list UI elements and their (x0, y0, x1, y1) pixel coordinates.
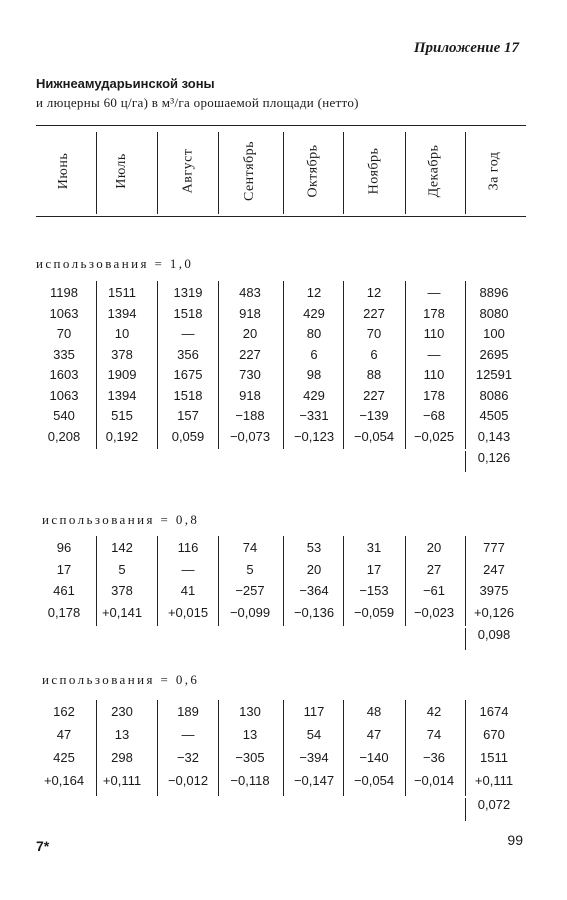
column-header-label: Август (179, 148, 195, 194)
table-cell: −0,059 (353, 604, 395, 620)
table-cell: 48 (366, 704, 382, 719)
table-cell: 1518 (173, 387, 203, 403)
column-header (158, 128, 218, 214)
column-header-label: Сентябрь (242, 140, 258, 202)
table-cell: 27 (426, 561, 442, 577)
table-cell: 8896 (479, 285, 509, 300)
table-cell: 1909 (107, 367, 137, 382)
table-cell: 1394 (107, 387, 137, 403)
table-cell: 20 (242, 326, 258, 341)
table-cell: — (427, 346, 441, 362)
header-column-divider (218, 132, 219, 214)
table-cell: −0,012 (167, 773, 209, 788)
table-cell: 540 (53, 408, 75, 423)
table-cell: 5 (118, 561, 126, 577)
appendix-label: Приложение 17 (413, 40, 519, 56)
column-header (34, 128, 94, 214)
table-cell: 429 (303, 387, 325, 403)
section-label: использования = 1,0 (36, 256, 194, 271)
table-cell: 227 (239, 346, 261, 362)
table-title: Нижнеамударьинской зоны (36, 76, 215, 91)
table-cell: 1319 (173, 285, 203, 300)
table-cell: 429 (303, 305, 325, 321)
table-cell: −0,025 (413, 428, 455, 444)
table-cell: −305 (235, 750, 265, 765)
table-cell: −257 (235, 583, 265, 598)
table-cell-extra-total: 0,072 (477, 797, 511, 812)
table-cell: −68 (422, 408, 446, 423)
column-header-label: Июль (114, 153, 129, 189)
column-header (284, 128, 344, 214)
table-cell: 130 (239, 704, 261, 719)
table-cell: −0,054 (353, 428, 395, 444)
section-label: использования = 0,8 (42, 512, 200, 527)
table-cell: 189 (177, 704, 199, 719)
table-cell: 4505 (479, 408, 509, 423)
table-header-rule-bottom (36, 216, 526, 217)
footer-signature-mark: 7* (36, 838, 50, 854)
table-cell: 88 (366, 367, 382, 382)
table-cell: 70 (56, 326, 72, 341)
table-cell: −0,023 (413, 604, 455, 620)
table-cell: 1511 (480, 750, 508, 765)
table-cell: 70 (366, 326, 382, 341)
table-cell: 178 (423, 387, 445, 403)
table-cell: −0,073 (229, 428, 271, 444)
table-cell: 1674 (479, 704, 509, 719)
table-cell: 1603 (49, 367, 79, 382)
table-cell: 1511 (108, 285, 136, 300)
table-cell: 730 (239, 367, 261, 382)
table-cell: 53 (306, 540, 322, 555)
table-cell: — (181, 561, 195, 577)
table-cell: 178 (423, 305, 445, 321)
column-header-label: За год (486, 151, 501, 191)
column-header-label: Ноябрь (365, 147, 381, 195)
table-cell: −394 (299, 750, 329, 765)
table-cell: 117 (303, 704, 325, 719)
table-cell: −188 (235, 408, 265, 423)
section-label: использования = 0,6 (42, 672, 200, 687)
column-header (344, 128, 404, 214)
table-cell: 2695 (479, 346, 509, 362)
table-cell: 0,178 (47, 604, 81, 620)
table-cell: 378 (111, 583, 133, 598)
table-cell: 157 (177, 408, 199, 423)
table-cell: 8086 (479, 387, 509, 403)
table-cell: −36 (422, 750, 446, 765)
table-cell: −140 (359, 750, 389, 765)
table-cell: −0,123 (293, 428, 335, 444)
table-cell: 1675 (173, 367, 203, 382)
table-cell: 12591 (475, 367, 513, 382)
table-cell: 74 (242, 540, 258, 555)
table-cell: +0,141 (101, 604, 143, 620)
table-cell: — (181, 727, 195, 742)
table-cell: 47 (366, 727, 382, 742)
table-cell: 247 (483, 561, 505, 577)
table-cell: 12 (366, 285, 382, 300)
table-cell: 41 (180, 583, 196, 598)
table-cell: 1518 (173, 305, 203, 321)
table-cell: 1063 (49, 387, 79, 403)
table-cell: −153 (359, 583, 389, 598)
table-cell: 777 (483, 540, 505, 555)
column-header (92, 128, 152, 214)
table-cell: 17 (56, 561, 72, 577)
table-cell: −364 (299, 583, 329, 598)
table-cell: 227 (363, 387, 385, 403)
table-cell: 54 (306, 727, 322, 742)
table-cell: 110 (423, 367, 445, 382)
table-cell: 1198 (50, 285, 78, 300)
column-header-label: Декабрь (426, 144, 441, 198)
table-cell-extra-total: 0,098 (477, 627, 511, 642)
table-cell: 0,143 (477, 428, 511, 444)
table-cell: +0,111 (102, 773, 142, 788)
table-cell: 20 (306, 561, 322, 577)
table-cell: 918 (239, 305, 261, 321)
table-cell: 230 (111, 704, 133, 719)
table-cell: −0,147 (293, 773, 335, 788)
table-cell: 100 (483, 326, 505, 341)
column-header-label: Июнь (55, 152, 71, 190)
table-header-rule-top (36, 125, 526, 126)
table-cell: 356 (177, 346, 199, 362)
table-cell: 378 (111, 346, 133, 362)
table-cell: 110 (423, 326, 445, 341)
table-cell: 298 (111, 750, 133, 765)
table-cell: 0,059 (171, 428, 205, 444)
table-cell: −61 (422, 583, 446, 598)
table-cell: 12 (306, 285, 322, 300)
table-cell: 1394 (107, 305, 137, 321)
table-cell: 8080 (479, 305, 509, 321)
table-cell: 96 (56, 540, 72, 555)
table-cell: — (181, 326, 195, 341)
table-cell: 80 (306, 326, 322, 341)
table-subtitle: и люцерны 60 ц/га) в м³/га орошаемой площади (нетто) (36, 95, 359, 110)
table-cell: 116 (177, 540, 199, 555)
table-cell: 31 (366, 540, 382, 555)
column-header (404, 128, 464, 214)
table-cell: 74 (426, 727, 442, 742)
table-cell: −0,118 (230, 773, 270, 788)
table-cell: 20 (426, 540, 442, 555)
table-cell: 335 (53, 346, 75, 362)
table-cell: −0,014 (413, 773, 455, 788)
table-cell: −0,054 (353, 773, 395, 788)
table-cell: 6 (310, 346, 318, 362)
table-cell: 670 (483, 727, 505, 742)
table-cell: −331 (299, 408, 329, 423)
table-cell: 42 (426, 704, 442, 719)
table-cell: 0,192 (105, 428, 139, 444)
table-cell: 515 (111, 408, 133, 423)
table-cell: 6 (370, 346, 378, 362)
table-cell: 13 (242, 727, 258, 742)
table-cell: −0,099 (229, 604, 271, 620)
column-header-label: Октябрь (305, 144, 321, 198)
table-cell: +0,111 (474, 773, 514, 788)
table-cell: 918 (239, 387, 261, 403)
table-cell: 1063 (49, 305, 79, 321)
table-cell: 142 (111, 540, 133, 555)
table-cell: 227 (363, 305, 385, 321)
table-cell: +0,015 (167, 604, 209, 620)
table-cell: −32 (176, 750, 200, 765)
table-cell: — (427, 285, 441, 300)
table-cell: 425 (53, 750, 75, 765)
table-cell: 483 (239, 285, 261, 300)
table-cell: 0,208 (47, 428, 81, 444)
table-cell: −0,136 (293, 604, 335, 620)
table-cell: +0,126 (473, 604, 515, 620)
table-cell: 98 (306, 367, 322, 382)
table-cell: −139 (359, 408, 389, 423)
page-number: 99 (507, 832, 523, 848)
table-cell: 17 (366, 561, 382, 577)
table-cell: +0,164 (43, 773, 85, 788)
column-header (220, 128, 280, 214)
table-cell: 10 (114, 326, 130, 341)
table-cell-extra-total: 0,126 (477, 450, 511, 465)
table-cell: 47 (56, 727, 72, 742)
table-cell: 162 (53, 704, 75, 719)
column-header (464, 128, 524, 214)
table-cell: 461 (53, 583, 75, 598)
table-cell: 3975 (479, 583, 509, 598)
table-cell: 13 (114, 727, 130, 742)
table-cell: 5 (246, 561, 254, 577)
